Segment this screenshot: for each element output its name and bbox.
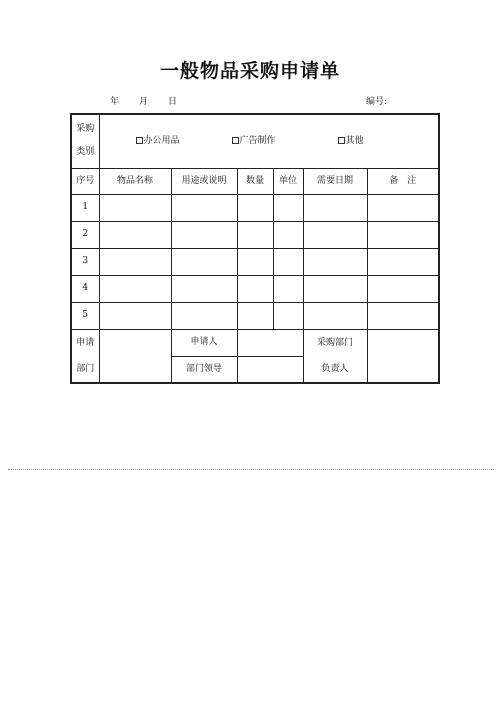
number-label: 编号: bbox=[366, 97, 388, 107]
checkbox-icon[interactable] bbox=[232, 137, 239, 144]
row-index: 2 bbox=[71, 221, 99, 248]
quantity-cell[interactable] bbox=[237, 302, 273, 329]
unit-cell[interactable] bbox=[273, 248, 303, 275]
remarks-cell[interactable] bbox=[367, 302, 439, 329]
item-name-cell[interactable] bbox=[99, 221, 171, 248]
quantity-cell[interactable] bbox=[237, 275, 273, 302]
row-index: 1 bbox=[71, 194, 99, 221]
applicant-dept-value[interactable] bbox=[99, 329, 171, 383]
purchase-dept-label-cell bbox=[303, 329, 367, 383]
category-option-other[interactable] bbox=[338, 137, 364, 146]
checkbox-icon[interactable] bbox=[136, 137, 143, 144]
dept-leader-value[interactable] bbox=[237, 356, 303, 383]
purchase-dept-value[interactable] bbox=[367, 329, 439, 383]
applicant-dept-line2: 部门 bbox=[76, 363, 95, 374]
table-row bbox=[71, 275, 439, 302]
quantity-cell[interactable] bbox=[237, 248, 273, 275]
table-row bbox=[71, 194, 439, 221]
date-needed-cell[interactable] bbox=[303, 302, 367, 329]
row-index: 5 bbox=[71, 302, 99, 329]
header-row bbox=[71, 168, 439, 194]
table-row bbox=[71, 221, 439, 248]
responsible-label: 负责人 bbox=[321, 363, 349, 374]
header-cell-item-name: 物品名称 bbox=[99, 168, 171, 194]
row-index: 3 bbox=[71, 248, 99, 275]
category-option-label: 广告制作 bbox=[239, 136, 276, 147]
unit-cell[interactable] bbox=[273, 275, 303, 302]
purpose-cell[interactable] bbox=[171, 194, 237, 221]
applicant-dept-label-cell bbox=[71, 329, 99, 383]
month-label: 月 bbox=[139, 97, 149, 107]
unit-cell[interactable] bbox=[273, 221, 303, 248]
purpose-cell[interactable] bbox=[171, 275, 237, 302]
dept-leader-label: 部门领导 bbox=[171, 356, 237, 383]
category-option-office[interactable] bbox=[136, 137, 180, 146]
applicant-value[interactable] bbox=[237, 329, 303, 356]
page-divider bbox=[8, 469, 494, 470]
header-cell-date-needed: 需要日期 bbox=[303, 168, 367, 194]
form-title: 一般物品采购申请单 bbox=[159, 60, 340, 82]
category-option-label: 其他 bbox=[345, 136, 364, 147]
purpose-cell[interactable] bbox=[171, 302, 237, 329]
remarks-cell[interactable] bbox=[367, 275, 439, 302]
item-name-cell[interactable] bbox=[99, 302, 171, 329]
row-index: 4 bbox=[71, 275, 99, 302]
purchase-dept-label: 采购部门 bbox=[316, 337, 353, 348]
day-label: 日 bbox=[168, 97, 178, 107]
date-needed-cell[interactable] bbox=[303, 275, 367, 302]
applicant-dept-line1: 申请 bbox=[76, 337, 95, 348]
remarks-cell[interactable] bbox=[367, 248, 439, 275]
unit-cell[interactable] bbox=[273, 302, 303, 329]
category-row bbox=[71, 114, 439, 168]
year-label: 年 bbox=[110, 97, 120, 107]
remarks-cell[interactable] bbox=[367, 194, 439, 221]
header-cell-quantity: 数量 bbox=[237, 168, 273, 194]
category-option-label: 办公用品 bbox=[143, 136, 180, 147]
applicant-label: 申请人 bbox=[171, 329, 237, 356]
date-needed-cell[interactable] bbox=[303, 221, 367, 248]
date-line bbox=[110, 94, 177, 107]
header-cell-unit: 单位 bbox=[273, 168, 303, 194]
item-name-cell[interactable] bbox=[99, 248, 171, 275]
quantity-cell[interactable] bbox=[237, 194, 273, 221]
purpose-cell[interactable] bbox=[171, 248, 237, 275]
table-row bbox=[71, 302, 439, 329]
remarks-cell[interactable] bbox=[367, 221, 439, 248]
quantity-cell[interactable] bbox=[237, 221, 273, 248]
date-needed-cell[interactable] bbox=[303, 248, 367, 275]
header-cell-index: 序号 bbox=[71, 168, 99, 194]
footer-row-1 bbox=[71, 329, 439, 356]
header-cell-purpose: 用途或说明 bbox=[171, 168, 237, 194]
category-label-cell bbox=[71, 114, 99, 168]
table-row bbox=[71, 248, 439, 275]
header-cell-remarks: 备 注 bbox=[367, 168, 439, 194]
purchase-request-table bbox=[70, 113, 440, 384]
date-needed-cell[interactable] bbox=[303, 194, 367, 221]
unit-cell[interactable] bbox=[273, 194, 303, 221]
category-options-cell bbox=[99, 114, 439, 168]
category-label-line1: 采购 bbox=[76, 124, 95, 135]
item-name-cell[interactable] bbox=[99, 194, 171, 221]
checkbox-icon[interactable] bbox=[338, 137, 345, 144]
category-option-advertising[interactable] bbox=[232, 137, 276, 146]
item-name-cell[interactable] bbox=[99, 275, 171, 302]
purpose-cell[interactable] bbox=[171, 221, 237, 248]
category-label-line2: 类别 bbox=[76, 147, 95, 158]
